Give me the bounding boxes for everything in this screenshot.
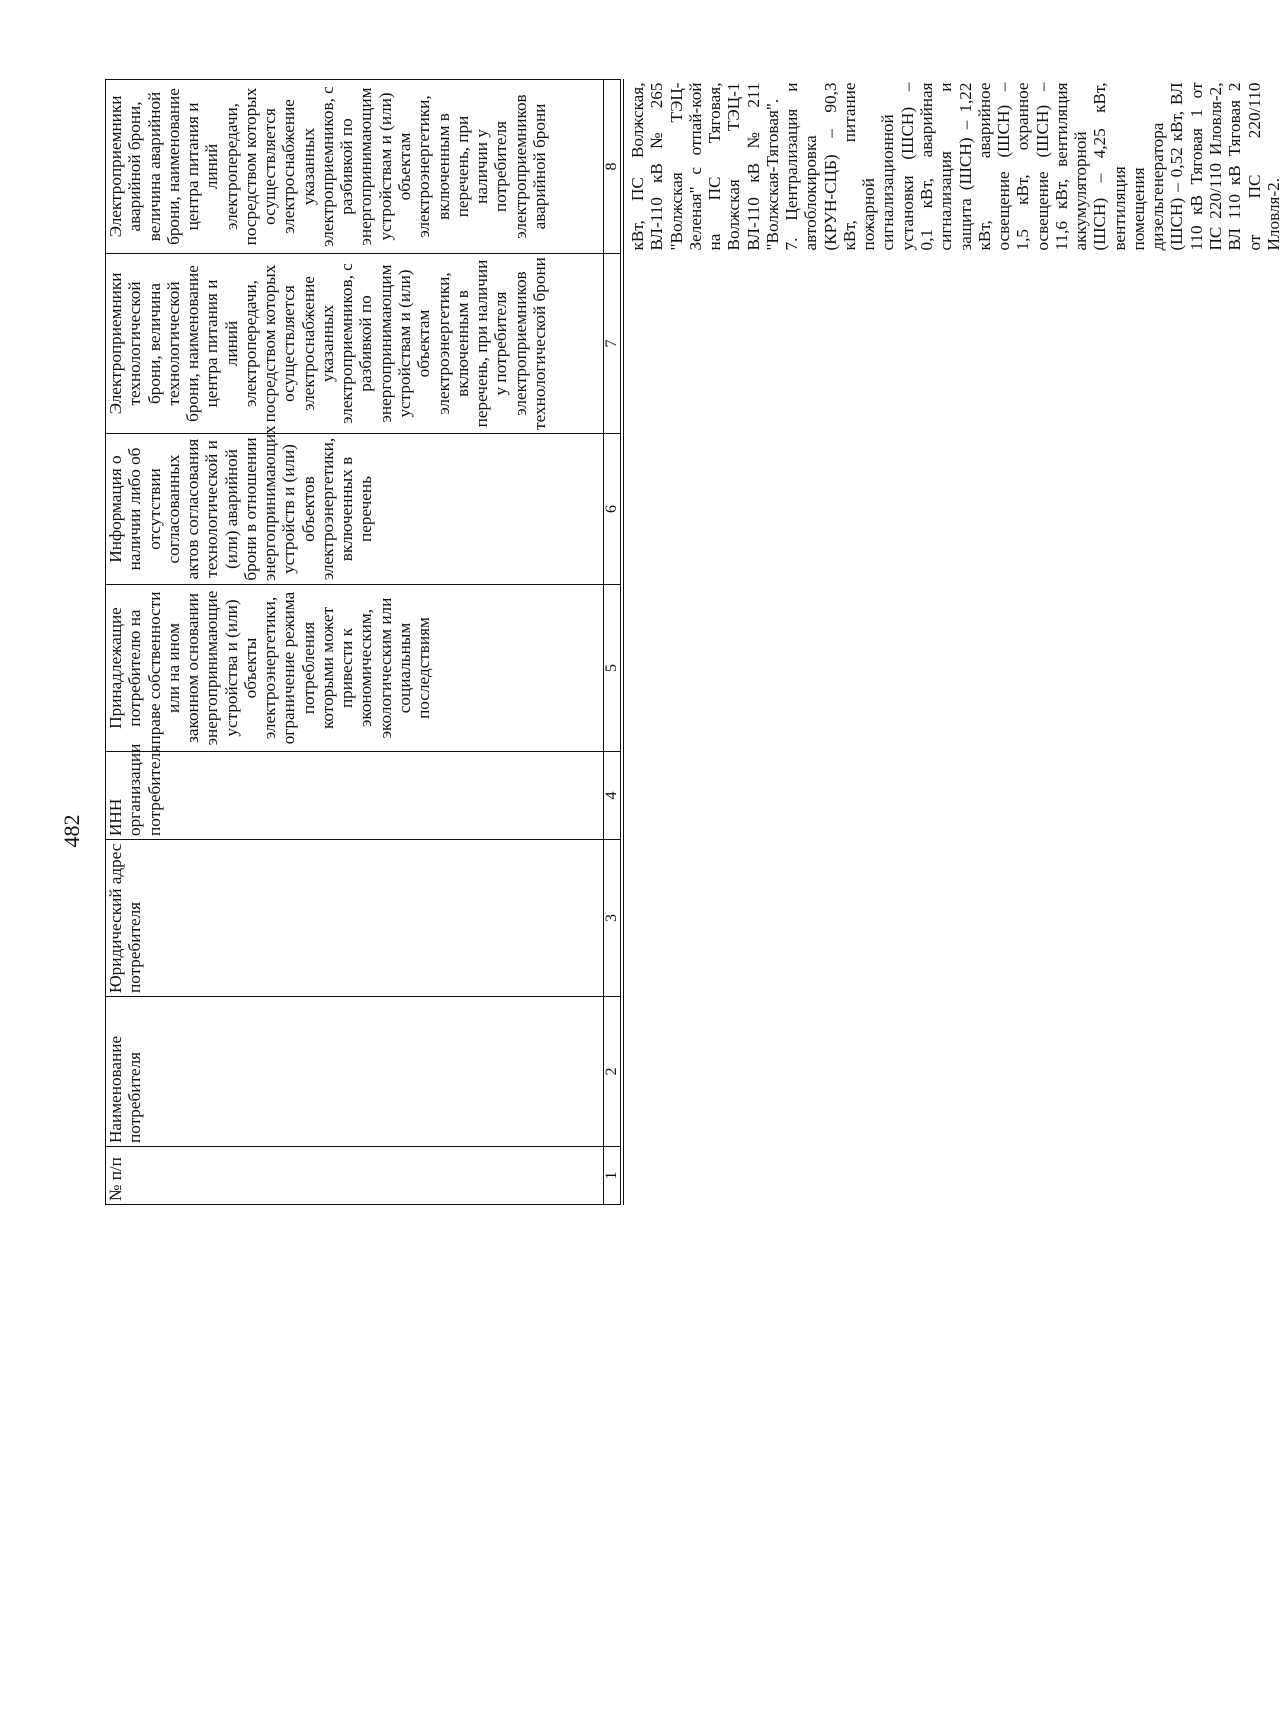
consumer-table [105, 79, 1283, 1205]
cell-empty [622, 997, 1283, 1147]
header-cell-6: Информация о наличии либо об отсутствии согласованных актов согласования технологической и (или) аварийной брони в отношении энергопринимающих устройств и (или) объектов электроэнергетики, включенных в перечень [106, 434, 604, 585]
column-number-row [604, 80, 623, 1205]
cell-empty [622, 254, 1283, 434]
header-cell-4: ИНН организации потребителя [106, 752, 604, 840]
header-cell-2: Наименование потребителя [106, 997, 604, 1147]
header-row [106, 80, 604, 1205]
cell-empty [622, 585, 1283, 752]
page-number: 482 [59, 814, 84, 848]
cell-empty [622, 752, 1283, 840]
cell-empty [622, 840, 1283, 997]
cell-empty [622, 434, 1283, 585]
header-cell-7: Электроприемники технологической брони, величина технологической брони, наименование центра питания и линий электропередачи, посредством которых осуществляется электроснабжение указанных электроприемников, с разбивкой по энергопринимающим устройствам и (или) объектам электроэнергетики, включенным в перечень, при наличии у потребителя электроприемников технологической брони [106, 254, 604, 434]
header-cell-1: № п/п [106, 1147, 604, 1205]
column-number: 3 [604, 840, 623, 997]
table-row [622, 80, 1283, 1205]
cell-empty [622, 1147, 1283, 1205]
column-number: 1 [604, 1147, 623, 1205]
rotated-table-container [105, 80, 1283, 1205]
header-cell-3: Юридический адрес потребителя [106, 840, 604, 997]
column-number: 6 [604, 434, 623, 585]
column-number: 2 [604, 997, 623, 1147]
header-cell-8: Электроприемники аварийной брони, величина аварийной брони, наименование центра питания и линий электропередачи, посредством которых осуществляется электроснабжение указанных электроприемников, с разбивкой по энергопринимающим устройствам и (или) объектам электроэнергетики, включенным в перечень, при наличии у потребителя электроприемников аварийной брони [106, 80, 604, 254]
header-cell-5: Принадлежащие потребителю на праве собственности или на ином законном основании энергопринимающие устройства и (или) объекты электроэнергетики, ограничение режима потребления которыми может привести к экономическим, экологическим или социальным последствиям [106, 585, 604, 752]
column-number: 4 [604, 752, 623, 840]
column-number: 8 [604, 80, 623, 254]
emergency-reserve-text-1: кВт, ПС Волжская, ВЛ-110 кВ № 265 "Волжская ТЭЦ-Зеленая" с отпай-кой на ПС Тяговая, Волжская ТЭЦ-1 ВЛ-110 кВ № 211 "Волжская-Тяговая". [628, 82, 782, 251]
cell-emergency-reserve [622, 80, 1283, 254]
column-number: 5 [604, 585, 623, 752]
column-number: 7 [604, 254, 623, 434]
emergency-reserve-text-2: 7. Централизация и автоблокировка (КРУН-СЦБ) – 90,3 кВт, питание пожарной сигнализационной установки (ШСН) – 0,1 кВт, аварийная сигнализация и защита (ШСН) – 1,22 кВт, аварийное освещение (ШСН) – 1,5 кВт, охранное освещение (ШСН) – 11,6 кВт, вентиляция аккумуляторной (ШСН) – 4,25 кВт, вентиляция помещения дизельгенератора (ШСН) – 0,52 кВт, ВЛ 110 кВ Тяговая 1 от ПС 220/110 Иловля-2, ВЛ 110 кВ Тяговая 2 от ПС 220/110 Иловля-2. [782, 82, 1283, 251]
